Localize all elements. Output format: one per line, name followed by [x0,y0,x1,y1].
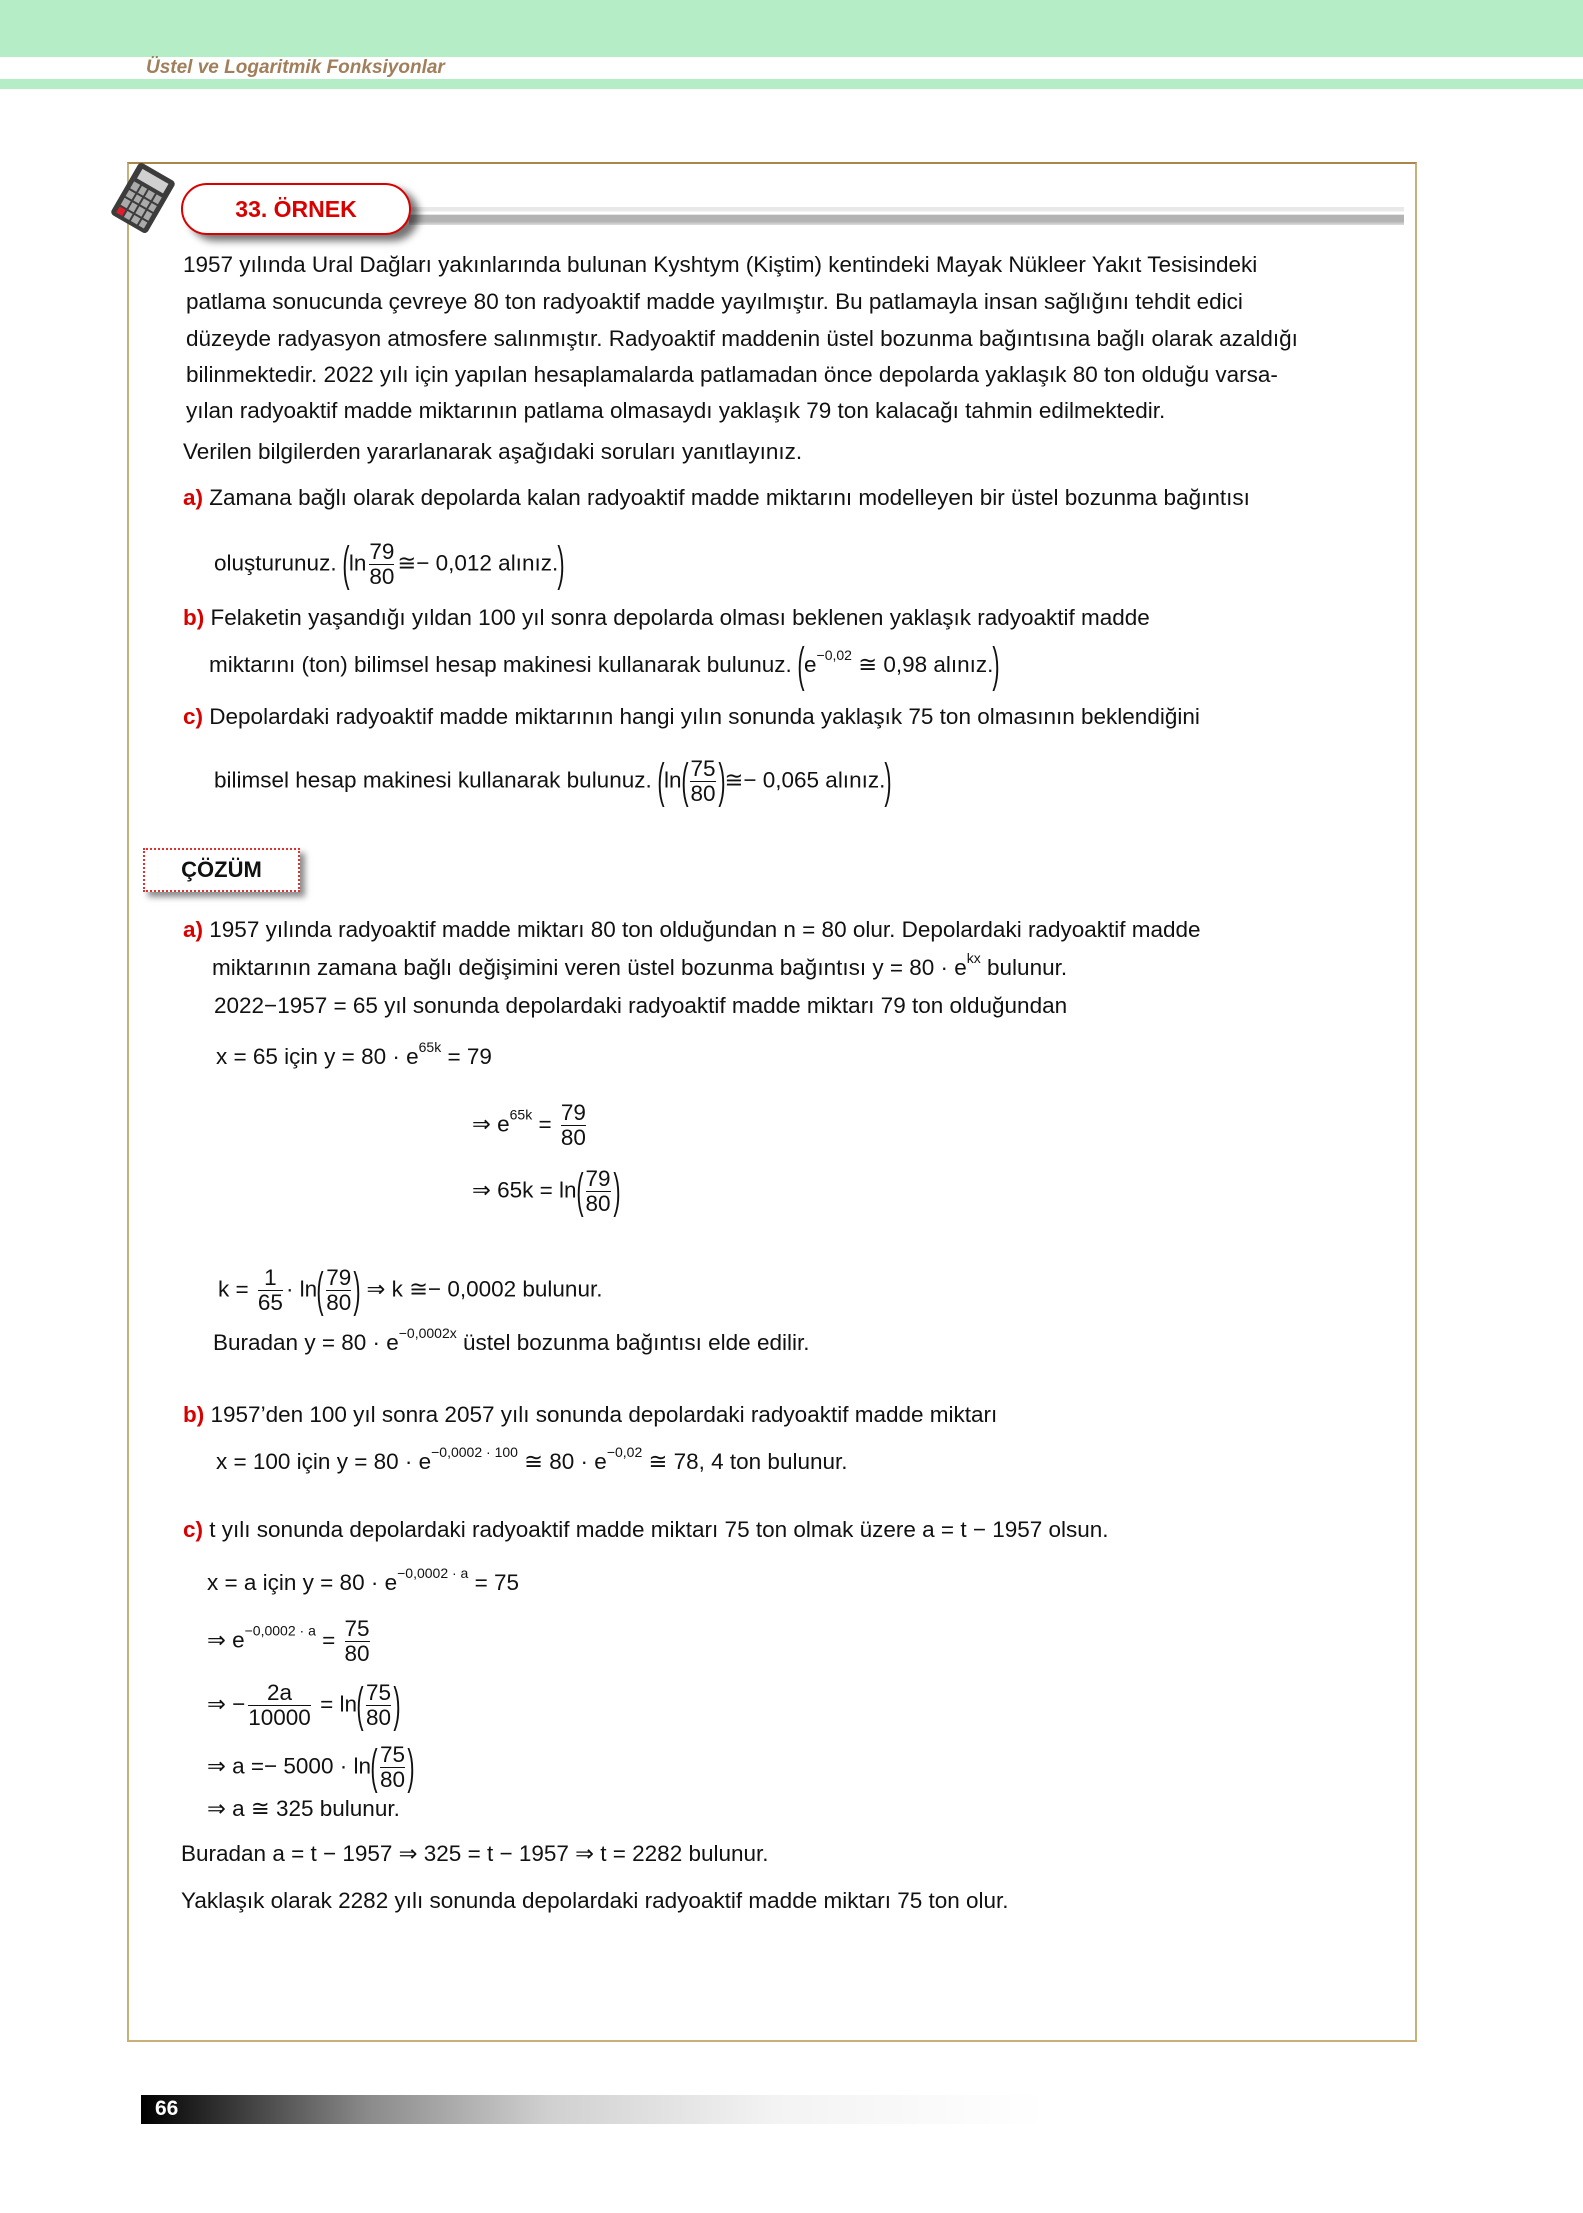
exponent: −0,0002 · 100 [431,1444,518,1460]
fraction: $\frac{2a}{10000}$ [248,1680,311,1730]
exponent: kx [966,950,981,966]
fraction: $\frac{75}{80}$ [690,756,716,806]
exponent: −0,0002x [398,1325,457,1341]
math: = [532,1111,558,1137]
math: = 75 [468,1570,520,1595]
question-text: Zamana bağlı olarak depolarda kalan radyoaktif madde miktarını modelleyen bir üstel bozunma bağıntısı [209,485,1250,510]
fraction: $\frac{75}{80}$ [344,1616,370,1666]
part-label: b) [183,605,205,630]
question-a-hint: oluşturunuz. (ln $\frac{79}{80}$ ≅− 0,012 alınız.) [214,537,565,591]
part-label: c) [183,1517,204,1542]
solution-c-line [207,1565,520,1598]
solution-a-line [216,1039,492,1072]
fraction: $\frac{1}{65}$ [257,1265,283,1315]
problem-instruction: Verilen bilgilerden yararlanarak aşağıdaki soruları yanıtlayınız. [183,439,803,464]
header-stripe [0,79,1583,89]
math: · ln [285,1276,318,1302]
math: e [804,652,817,677]
math: x = 65 için y = 80 · e [216,1044,419,1069]
math: ≅ 80 · e [517,1449,607,1474]
chapter-title: Üstel ve Logaritmik Fonksiyonlar [146,57,445,78]
page-number: 66 [155,2097,179,2120]
solution-text: 1957’den 100 yıl sonra 2057 yılı sonunda depolardaki radyoaktif madde miktarı [210,1402,998,1427]
part-label: b) [183,1402,205,1427]
question-text: bilimsel hesap makinesi kullanarak bulunuz. [214,767,652,793]
solution-b-line [183,1400,997,1430]
math: ln [348,550,367,576]
solution-a-line [212,950,1068,983]
math: ≅− 0,012 alınız. [397,550,559,576]
exponent: −0,02 [816,647,852,663]
part-label: c) [183,704,204,729]
math: ⇒ 65k = ln [472,1177,577,1203]
solution-a-line: k = $\frac{1}{65}$ · ln( $\frac{79}{80}$ ) ⇒ k ≅− 0,0002 bulunur. [218,1263,603,1317]
solution-label [143,848,300,892]
part-label: a) [183,917,204,942]
solution-text: t yılı sonunda depolardaki radyoaktif madde miktarı 75 ton olmak üzere a = t − 1957 olsun. [209,1517,1109,1542]
question-a [183,483,1250,513]
solution-c-line: Buradan a = t − 1957 ⇒ 325 = t − 1957 ⇒ t = 2282 bulunur. [181,1841,769,1866]
exponent: −0,02 [606,1444,643,1460]
solution-c-line: ⇒ a =− 5000 · ln( $\frac{75}{80}$ ) [207,1740,415,1794]
solution-text: üstel bozunma bağıntısı elde edilir. [456,1330,810,1355]
question-b [183,603,1150,633]
math: k = [218,1276,255,1302]
math: ⇒ e [472,1111,510,1137]
fraction: $\frac{79}{80}$ [560,1100,586,1150]
solution-a-line [213,1325,810,1358]
exponent: 65k [509,1106,533,1123]
math: = [315,1627,342,1653]
solution-text: miktarının zamana bağlı değişimini veren üstel bozunma bağıntısı y = 80 · e [212,955,967,980]
question-c [183,702,1200,732]
example-label [181,183,411,235]
title-bar [409,207,1404,225]
solution-a-line [183,915,1201,945]
solution-heading: ÇÖZÜM [181,857,262,882]
fraction: $\frac{75}{80}$ [365,1680,391,1730]
question-text: Felaketin yaşandığı yıldan 100 yıl sonra depolarda olması beklenen yaklaşık radyoaktif madde [210,605,1150,630]
fraction: $\frac{79}{80}$ [326,1265,352,1315]
problem-line: bilinmektedir. 2022 yılı için yapılan hesaplamalarda patlamadan önce depolarda yaklaşık 80 ton olduğu varsa- [186,362,1278,387]
question-b-hint: miktarını (ton) bilimsel hesap makinesi kullanarak bulunuz. ($e^{-0,02}$ ≅ 0,98 alınız.) [209,639,1000,693]
page-number-bar [141,2095,1046,2124]
part-label: a) [183,485,204,510]
math: = 79 [441,1044,492,1069]
solution-c-line: ⇒ − $\frac{2a}{10000}$ = ln( $\frac{75}{80}$ ) [207,1678,401,1732]
solution-text: 1957 yılında radyoaktif madde miktarı 80 ton olduğundan n = 80 olur. Depolardaki radyoaktif madde [209,917,1201,942]
math: = ln [313,1691,357,1717]
math: x = a için y = 80 · e [207,1570,398,1595]
fraction: $\frac{79}{80}$ [585,1166,611,1216]
math: ≅ 0,98 alınız. [851,652,994,677]
solution-c-line [183,1515,1109,1545]
fraction: $\frac{79}{80}$ [369,539,395,589]
example-number: 33. ÖRNEK [235,195,357,222]
solution-c-line: ⇒ a ≅ 325 bulunur. [207,1796,400,1821]
solution-c-line [207,1617,373,1666]
math: ⇒ e [207,1627,245,1653]
exponent: −0,0002 · a [244,1622,316,1639]
solution-a-line: ⇒ 65k = ln( $\frac{79}{80}$ ) [472,1164,621,1218]
exponent: 65k [418,1039,442,1055]
exponent: −0,0002 · a [397,1565,469,1581]
question-text: Depolardaki radyoaktif madde miktarının hangi yılın sonunda yaklaşık 75 ton olmasının beklendiğini [209,704,1200,729]
math: ln [663,767,682,793]
problem-line: yılan radyoaktif madde miktarının patlama olmasaydı yaklaşık 79 ton kalacağı tahmin edilmektedir. [186,398,1166,423]
question-text: miktarını (ton) bilimsel hesap makinesi kullanarak bulunuz. [209,652,792,677]
header-band [0,0,1583,57]
solution-a-line [472,1101,589,1150]
problem-line: düzeyde radyasyon atmosfere salınmıştır. Radyoaktif maddenin üstel bozunma bağıntısına bağlı olarak azaldığı [186,326,1298,351]
math: ⇒ k ≅− 0,0002 bulunur. [366,1276,603,1302]
solution-text: bulunur. [980,955,1068,980]
solution-b-line [216,1444,848,1477]
fraction: $\frac{75}{80}$ [379,1742,405,1792]
math: ⇒ − [207,1691,246,1717]
math: ≅ 78, 4 ton bulunur. [642,1449,848,1474]
math: ⇒ a =− 5000 · ln [207,1753,371,1779]
question-c-hint: bilimsel hesap makinesi kullanarak bulunuz. (ln( $\frac{75}{80}$ )≅− 0,065 alınız.) [214,754,892,808]
math: Buradan y = 80 · e [213,1330,399,1355]
math: x = 100 için y = 80 · e [216,1449,432,1474]
solution-a-line: 2022−1957 = 65 yıl sonunda depolardaki radyoaktif madde miktarı 79 ton olduğundan [214,993,1068,1018]
math: ≅− 0,065 alınız. [724,767,886,793]
problem-line: 1957 yılında Ural Dağları yakınlarında bulunan Kyshtym (Kiştim) kentindeki Mayak Nükleer Yakıt Tesisindeki [183,252,1258,277]
solution-conclusion: Yaklaşık olarak 2282 yılı sonunda depolardaki radyoaktif madde miktarı 75 ton olur. [181,1888,1009,1913]
problem-line: patlama sonucunda çevreye 80 ton radyoaktif madde yayılmıştır. Bu patlamayla insan sağlığını tehdit edici [186,289,1243,314]
question-text: oluşturunuz. [214,550,337,576]
